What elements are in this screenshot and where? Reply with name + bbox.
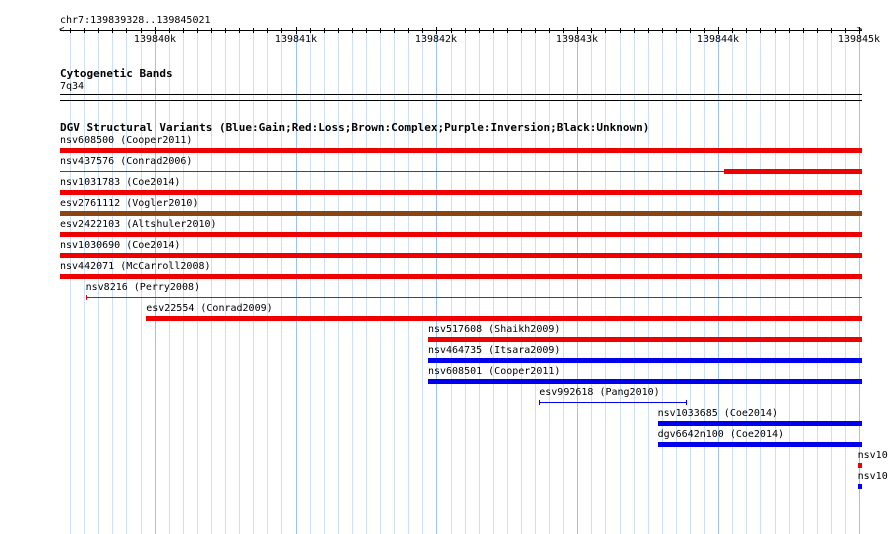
variant-label[interactable]: nsv8216 (Perry2008) xyxy=(85,282,201,293)
ruler-tick-label: 139843k xyxy=(555,34,599,45)
ruler-minor-tick xyxy=(225,28,226,33)
ruler-minor-tick xyxy=(521,28,522,33)
ruler-major-tick xyxy=(436,27,437,34)
ruler-minor-tick xyxy=(803,28,804,33)
ruler-tick-label: 139840k xyxy=(133,34,177,45)
cytoband-line-top xyxy=(60,94,862,95)
variant-label[interactable]: nsv1030690 (Coe2014) xyxy=(60,240,181,251)
ruler-minor-tick xyxy=(183,28,184,33)
variant-label[interactable]: esv992618 (Pang2010) xyxy=(539,387,660,398)
ruler-tick-label: 139841k xyxy=(274,34,318,45)
variant-line[interactable] xyxy=(86,297,862,298)
cytoband-line-bottom xyxy=(60,100,862,101)
ruler-major-tick xyxy=(718,27,719,34)
ruler-minor-tick xyxy=(549,28,550,33)
variant-label[interactable]: nsv608500 (Cooper2011) xyxy=(60,135,193,146)
ruler-minor-tick xyxy=(817,28,818,33)
ruler-minor-tick xyxy=(408,28,409,33)
ruler-minor-tick xyxy=(493,28,494,33)
variant-bar[interactable] xyxy=(60,253,862,258)
cytoband-label: 7q34 xyxy=(60,81,85,92)
cytoband-title[interactable]: Cytogenetic Bands xyxy=(60,67,173,80)
variant-end-cap xyxy=(686,400,687,405)
ruler-minor-tick xyxy=(479,28,480,33)
variant-bar[interactable] xyxy=(428,379,862,384)
variant-label[interactable]: nsv10 xyxy=(857,471,888,482)
variant-bar[interactable] xyxy=(858,463,862,468)
ruler-minor-tick xyxy=(746,28,747,33)
ruler-minor-tick xyxy=(732,28,733,33)
ruler-minor-tick xyxy=(211,28,212,33)
ruler-minor-tick xyxy=(253,28,254,33)
variant-bar[interactable] xyxy=(428,358,862,363)
ruler-axis xyxy=(60,30,862,31)
ruler-minor-tick xyxy=(760,28,761,33)
variant-label[interactable]: nsv608501 (Cooper2011) xyxy=(427,366,561,377)
variant-label[interactable]: nsv10 xyxy=(857,450,888,461)
ruler-minor-tick xyxy=(845,28,846,33)
ruler-minor-tick xyxy=(605,28,606,33)
variant-label[interactable]: nsv437576 (Conrad2006) xyxy=(60,156,193,167)
ruler-major-tick xyxy=(577,27,578,34)
variant-start-cap xyxy=(539,400,540,405)
ruler-major-tick xyxy=(155,27,156,34)
ruler-minor-tick xyxy=(535,28,536,33)
ruler-minor-tick xyxy=(620,28,621,33)
ruler-minor-tick xyxy=(634,28,635,33)
ruler-minor-tick xyxy=(648,28,649,33)
variant-bar[interactable] xyxy=(60,190,862,195)
variant-bar[interactable] xyxy=(60,211,862,216)
ruler-minor-tick xyxy=(126,28,127,33)
ruler-minor-tick xyxy=(563,28,564,33)
ruler-minor-tick xyxy=(169,28,170,33)
variant-label[interactable]: nsv1033685 (Coe2014) xyxy=(657,408,778,419)
ruler-minor-tick xyxy=(239,28,240,33)
variant-label[interactable]: esv2761112 (Vogler2010) xyxy=(60,198,199,209)
ruler-minor-tick xyxy=(676,28,677,33)
ruler-minor-tick xyxy=(197,28,198,33)
ruler-minor-tick xyxy=(281,28,282,33)
ruler-left-arrow: < xyxy=(59,25,65,35)
ruler-minor-tick xyxy=(112,28,113,33)
ruler-tick-label: 139845k xyxy=(837,34,881,45)
ruler-minor-tick xyxy=(591,28,592,33)
variant-bar[interactable] xyxy=(658,442,862,447)
ruler-minor-tick xyxy=(380,28,381,33)
ruler-minor-tick xyxy=(98,28,99,33)
variant-bar[interactable] xyxy=(146,316,862,321)
ruler-minor-tick xyxy=(507,28,508,33)
variant-label[interactable]: nsv442071 (McCarroll2008) xyxy=(60,261,211,272)
variant-bar[interactable] xyxy=(60,232,862,237)
ruler-minor-tick xyxy=(789,28,790,33)
ruler-minor-tick xyxy=(366,28,367,33)
variant-label[interactable]: nsv464735 (Itsara2009) xyxy=(427,345,561,356)
ruler-minor-tick xyxy=(324,28,325,33)
ruler-minor-tick xyxy=(70,28,71,33)
ruler-minor-tick xyxy=(394,28,395,33)
ruler-minor-tick xyxy=(451,28,452,33)
variant-label[interactable]: esv22554 (Conrad2009) xyxy=(146,303,273,314)
variant-label[interactable]: esv2422103 (Altshuler2010) xyxy=(60,219,217,230)
dgv-title[interactable]: DGV Structural Variants (Blue:Gain;Red:Loss;Brown:Complex;Purple:Inversion;Black:Unknown) xyxy=(60,121,650,134)
ruler-minor-tick xyxy=(338,28,339,33)
ruler-minor-tick xyxy=(465,28,466,33)
variant-line[interactable] xyxy=(539,402,686,403)
variant-label[interactable]: nsv1031783 (Coe2014) xyxy=(60,177,181,188)
ruler-right-arrow: > xyxy=(857,25,863,35)
ruler-tick-label: 139844k xyxy=(696,34,740,45)
variant-label[interactable]: dgv6642n100 (Coe2014) xyxy=(657,429,785,440)
ruler-minor-tick xyxy=(422,28,423,33)
variant-bar[interactable] xyxy=(658,421,862,426)
ruler-minor-tick xyxy=(775,28,776,33)
ruler-minor-tick xyxy=(662,28,663,33)
variant-bar[interactable] xyxy=(428,337,862,342)
variant-bar[interactable] xyxy=(60,148,862,153)
variant-start-cap xyxy=(86,295,87,300)
location-label: chr7:139839328..139845021 xyxy=(60,15,211,26)
ruler-minor-tick xyxy=(310,28,311,33)
ruler-minor-tick xyxy=(267,28,268,33)
ruler-major-tick xyxy=(296,27,297,34)
ruler-minor-tick xyxy=(690,28,691,33)
variant-bar[interactable] xyxy=(858,484,862,489)
ruler-minor-tick xyxy=(831,28,832,33)
variant-bar[interactable] xyxy=(60,274,862,279)
ruler-minor-tick xyxy=(352,28,353,33)
variant-label[interactable]: nsv517608 (Shaikh2009) xyxy=(427,324,561,335)
ruler-minor-tick xyxy=(141,28,142,33)
variant-bar[interactable] xyxy=(724,169,862,174)
ruler-tick-label: 139842k xyxy=(414,34,458,45)
ruler-minor-tick xyxy=(704,28,705,33)
ruler-minor-tick xyxy=(84,28,85,33)
